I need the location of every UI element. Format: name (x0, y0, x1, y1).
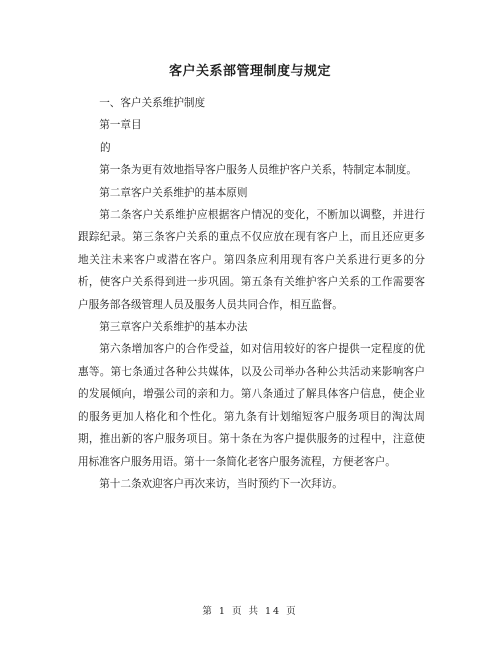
body-paragraph: 第二条客户关系维护应根据客户情况的变化，不断加以调整，并进行跟踪纪录。第三条客户关系的重点不仅应放在现有客户上，而且还应更多地关注未来客户或潜在客户。第四条应利用现有客户关系进行更多的分析，使客户关系得到进一步巩固。第五条有关维护客户关系的工作需要客户服务部各级管理人员及服务人员共同合作，相互监督。 (78, 209, 425, 311)
chapter-heading-continuation: 的 (100, 141, 111, 154)
document-body (78, 92, 425, 495)
body-paragraph: 第十二条欢迎客户再次来访，当时预约下一次拜访。 (99, 477, 343, 490)
body-paragraph: 第一条为更有效地指导客户服务人员维护客户关系，特制定本制度。 (99, 164, 417, 177)
page-number-footer: 第 1 页 共 14 页 (202, 606, 298, 617)
chapter-heading: 第三章客户关系维护的基本办法 (99, 321, 248, 334)
chapter-heading: 第二章客户关系维护的基本原则 (99, 186, 248, 199)
document-title: 客户关系部管理制度与规定 (168, 64, 331, 79)
body-paragraph: 第六条增加客户的合作受益，如对信用较好的客户提供一定程度的优惠等。第七条通过各种公共媒体，以及公司举办各种公共活动来影响客户的发展倾向，增强公司的亲和力。第八条通过了解具体客户信息，使企业的服务更加人格化和个性化。第九条有计划缩短客户服务项目的淘汰周期，推出新的客户服务项目。第十条在为客户提供服务的过程中，注意使用标准客户服务用语。第十一条简化老客户服务流程，方便老客户。 (78, 343, 425, 468)
chapter-heading: 第一章目 (99, 119, 142, 132)
section-heading: 一、客户关系维护制度 (99, 97, 206, 109)
